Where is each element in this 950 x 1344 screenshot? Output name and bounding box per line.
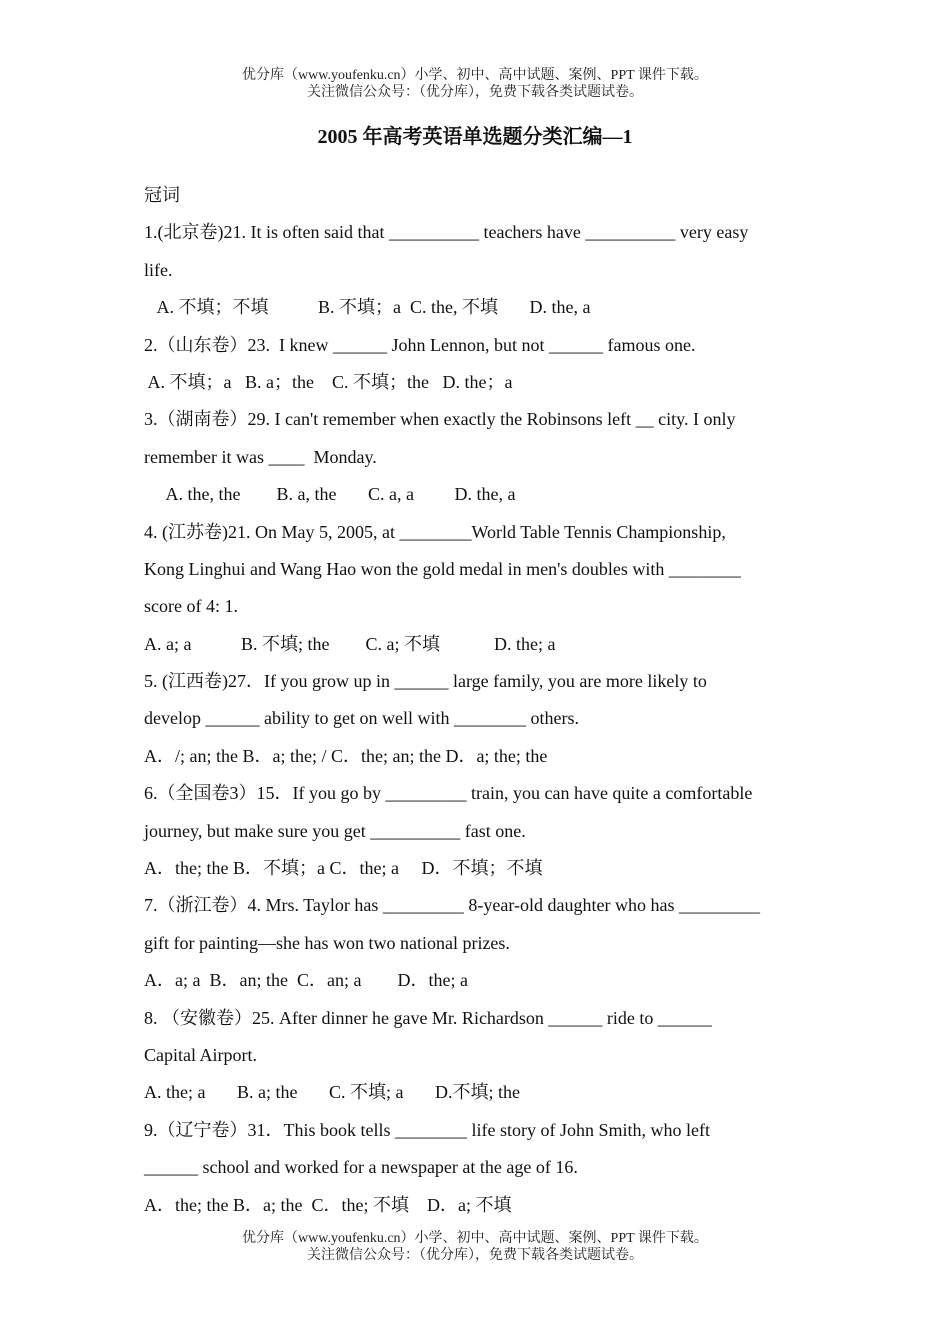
section-heading: 冠词 [144, 185, 180, 205]
header-line-1: 优分库（www.youfenku.cn）小学、初中、高中试题、案例、PPT 课件下载。 [242, 68, 708, 83]
question-8-stem: 8. （安徽卷）25. After dinner he gave Mr. Richardson ______ ride to ______ [144, 1007, 712, 1028]
question-1-options: A. 不填；不填 B. 不填；a C. the, 不填 D. the, a [144, 297, 591, 318]
question-4-options: A. a; a B. 不填; the C. a; 不填 D. the; a [144, 633, 556, 654]
question-4-stem-cont: Kong Linghui and Wang Hao won the gold medal in men's doubles with ________ [144, 558, 741, 579]
question-5-stem: 5. (江西卷)27．If you grow up in ______ large family, you are more likely to [144, 671, 707, 692]
question-6-stem: 6.（全国卷3）15．If you go by _________ train, you can have quite a comfortable [144, 783, 753, 804]
header-line-2: 关注微信公众号：（优分库），免费下载各类试题试卷。 [307, 85, 643, 100]
page-header [0, 67, 950, 101]
question-1-stem-cont: life. [144, 259, 173, 280]
question-5-stem-cont: develop ______ ability to get on well with ________ others. [144, 708, 579, 729]
question-4-stem: 4. (江苏卷)21. On May 5, 2005, at ________World Table Tennis Championship, [144, 521, 726, 542]
question-3-stem-cont: remember it was ____ Monday. [144, 446, 377, 467]
question-7-stem-cont: gift for painting—she has won two national prizes. [144, 932, 510, 953]
question-7-options: A．a; a B．an; the C．an; a D．the; a [144, 970, 468, 991]
footer-line-1: 优分库（www.youfenku.cn）小学、初中、高中试题、案例、PPT 课件下载。 [242, 1231, 708, 1246]
question-2-stem: 2.（山东卷）23. I knew ______ John Lennon, but not ______ famous one. [144, 334, 696, 355]
question-1-stem: 1.(北京卷)21. It is often said that __________ teachers have __________ very easy [144, 222, 749, 243]
question-6-options: A．the; the B．不填；a C．the; a D．不填；不填 [144, 858, 543, 879]
document-title: 2005 年高考英语单选题分类汇编—1 [317, 126, 633, 148]
document-body [144, 177, 814, 1224]
question-5-options: A．/; an; the B．a; the; / C．the; an; the D．a; the; the [144, 745, 548, 766]
question-3-stem: 3.（湖南卷）29. I can't remember when exactly the Robinsons left __ city. I only [144, 409, 736, 430]
question-9-stem-cont: ______ school and worked for a newspaper at the age of 16. [144, 1157, 578, 1178]
question-9-stem: 9.（辽宁卷）31．This book tells ________ life story of John Smith, who left [144, 1119, 710, 1140]
question-6-stem-cont: journey, but make sure you get __________ fast one. [144, 820, 526, 841]
question-8-options: A. the; a B. a; the C. 不填; a D.不填; the [144, 1082, 520, 1103]
question-7-stem: 7.（浙江卷）4. Mrs. Taylor has _________ 8-year-old daughter who has _________ [144, 895, 760, 916]
page-footer [0, 1230, 950, 1264]
footer-line-2: 关注微信公众号：（优分库），免费下载各类试题试卷。 [307, 1248, 643, 1263]
question-9-options: A．the; the B．a; the C．the; 不填 D．a; 不填 [144, 1194, 512, 1215]
question-3-options: A. the, the B. a, the C. a, a D. the, a [144, 484, 516, 505]
question-2-options: A. 不填；a B. a；the C. 不填；the D. the；a [144, 371, 513, 392]
question-8-stem-cont: Capital Airport. [144, 1044, 257, 1065]
question-4-stem-cont-2: score of 4: 1. [144, 596, 238, 617]
